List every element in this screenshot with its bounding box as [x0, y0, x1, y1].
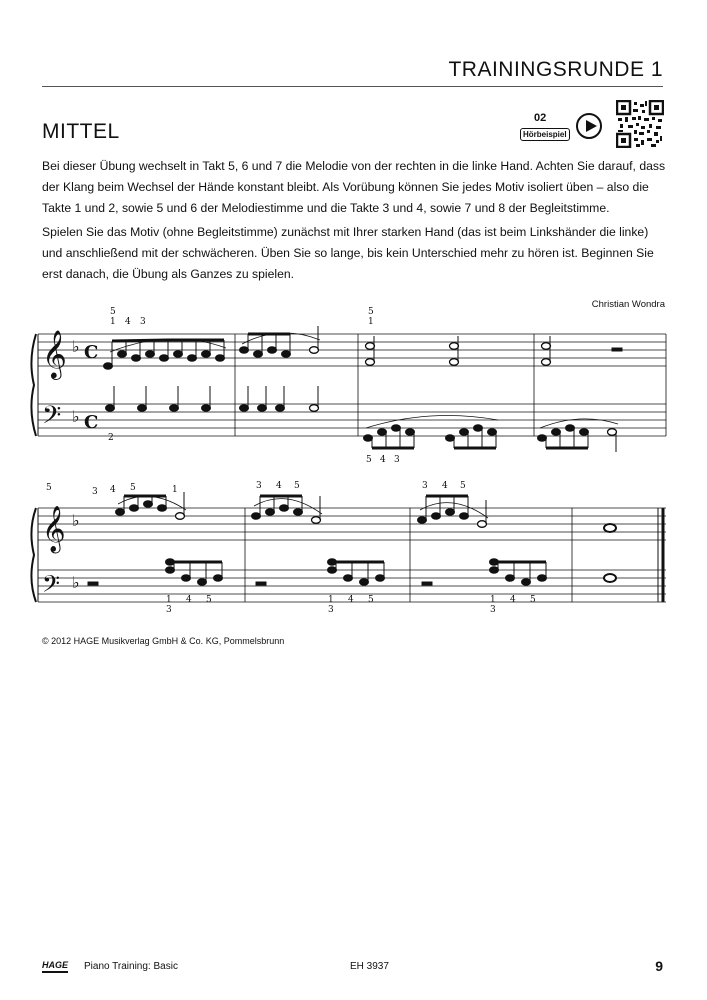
svg-text:1: 1 — [110, 317, 116, 327]
svg-text:4: 4 — [186, 595, 192, 605]
svg-text:5: 5 — [368, 595, 374, 605]
s1-m1-rh-notes — [104, 339, 227, 369]
system-1 — [31, 334, 666, 436]
copyright-notice: © 2012 HAGE Musikverlag GmbH & Co. KG, Pommelsbrunn — [42, 636, 285, 646]
system-2-clefs — [42, 506, 80, 603]
svg-text:♭: ♭ — [72, 407, 80, 426]
svg-text:5: 5 — [368, 307, 374, 317]
svg-text:5: 5 — [294, 481, 300, 491]
page-header-title: TRAININGSRUNDE 1 — [448, 58, 663, 81]
svg-text:♭: ♭ — [72, 573, 80, 592]
svg-text:4: 4 — [125, 317, 131, 327]
audio-example-badge[interactable] — [520, 108, 608, 144]
svg-text:4: 4 — [110, 485, 116, 495]
book-title: Piano Training: Basic — [84, 961, 178, 972]
audio-track-number: 02 — [534, 112, 547, 124]
key-signature-flat-icon: ♭ — [72, 337, 80, 356]
treble-clef-icon: 𝄞 — [42, 329, 67, 378]
svg-text:3: 3 — [166, 605, 172, 615]
svg-text:𝄞: 𝄞 — [42, 506, 66, 552]
qr-code-icon[interactable] — [616, 100, 664, 148]
instruction-paragraph-2: Spielen Sie das Motiv (ohne Begleitstimme) zunächst mit Ihrer starken Hand (das ist beim Linkshänder die linke) und anschließend mit der schwächeren. Üben Sie so lange, bis kein Unterschied mehr zu hören ist. Beginnen Sie erst danach, die Übung als Ganzes zu spielen. — [42, 225, 654, 281]
svg-text:4: 4 — [442, 481, 448, 491]
composer-credit: Christian Wondra — [591, 299, 665, 310]
system-2 — [31, 508, 666, 602]
svg-text:5: 5 — [46, 483, 52, 493]
svg-text:3: 3 — [328, 605, 334, 615]
svg-text:3: 3 — [92, 487, 98, 497]
s1-m2-notes — [240, 326, 321, 411]
time-signature: C — [84, 342, 99, 363]
svg-text:5: 5 — [530, 595, 536, 605]
svg-text:2: 2 — [108, 433, 114, 443]
svg-text:1: 1 — [166, 595, 172, 605]
s1-m3-notes — [364, 336, 499, 448]
svg-text:4: 4 — [380, 455, 386, 465]
page-number: 9 — [655, 958, 663, 974]
header-rule — [42, 86, 663, 87]
s2-notes — [88, 492, 616, 585]
svg-text:C: C — [84, 412, 99, 433]
play-icon[interactable] — [576, 113, 602, 139]
bass-clef-icon: 𝄢 — [42, 401, 62, 436]
svg-text:1: 1 — [172, 485, 178, 495]
svg-text:5: 5 — [110, 307, 116, 317]
svg-text:5: 5 — [206, 595, 212, 605]
audio-label: Hörbeispiel — [520, 128, 570, 141]
sheet-music-score — [30, 300, 670, 620]
svg-text:3: 3 — [394, 455, 400, 465]
svg-text:𝄢: 𝄢 — [42, 570, 61, 603]
svg-text:3: 3 — [422, 481, 428, 491]
s2-fingering — [46, 481, 536, 615]
svg-text:♭: ♭ — [72, 511, 80, 530]
s1-m1-fingering — [108, 307, 146, 443]
svg-text:5: 5 — [366, 455, 372, 465]
page-footer — [42, 960, 663, 978]
s1-m4-notes — [538, 336, 623, 452]
edition-code: EH 3937 — [350, 961, 389, 972]
svg-text:5: 5 — [130, 483, 136, 493]
svg-text:1: 1 — [490, 595, 496, 605]
instruction-paragraph-1: Bei dieser Übung wechselt in Takt 5, 6 und 7 die Melodie von der rechten in die linke Hand. Achten Sie darauf, dass der Klang beim Wechsel der Hände konstant bleibt. Als Vorübung können Sie jedes Motiv isoliert üben – also die Takte 1 und 2, sowie 5 und 6 der Melodiestimme und die Takte 3 und 4, sowie 7 und 8 der Begleitstimme. — [42, 159, 666, 215]
svg-text:4: 4 — [510, 595, 516, 605]
section-title: MITTEL — [42, 120, 120, 143]
s1-m3-fingering — [366, 307, 400, 465]
svg-text:4: 4 — [348, 595, 354, 605]
svg-text:3: 3 — [140, 317, 146, 327]
svg-text:1: 1 — [328, 595, 334, 605]
svg-text:4: 4 — [276, 481, 282, 491]
publisher-logo: HAGE — [42, 960, 68, 973]
svg-text:5: 5 — [460, 481, 466, 491]
svg-text:3: 3 — [256, 481, 262, 491]
svg-text:1: 1 — [368, 317, 374, 327]
svg-text:3: 3 — [490, 605, 496, 615]
s1-m1-lh-notes — [106, 386, 211, 411]
